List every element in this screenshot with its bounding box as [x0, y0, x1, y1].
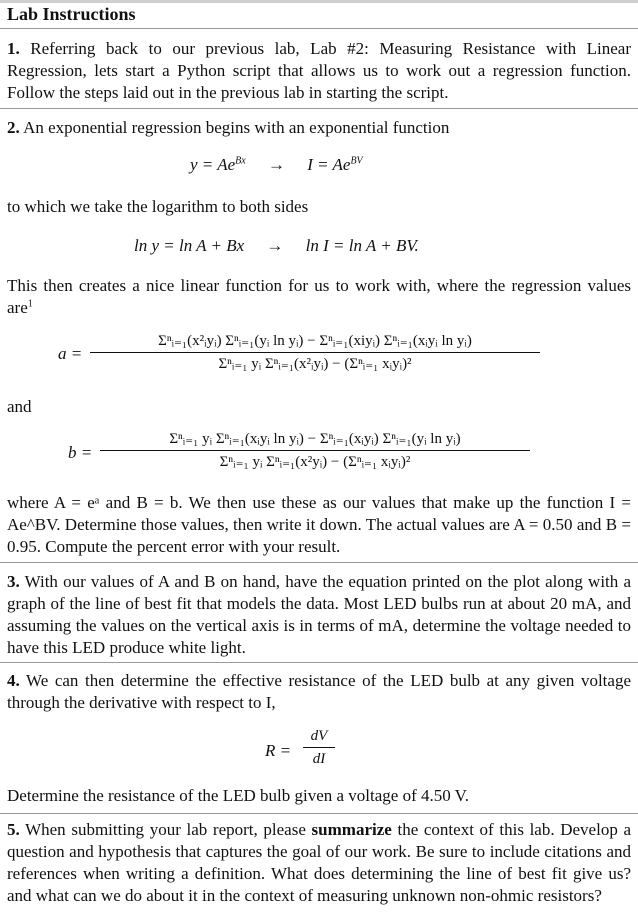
step-1-number: 1. [7, 39, 20, 58]
where-paragraph: where A = eᵃ and B = b. We then use these as our values that make up the function I = Ae^BV. Determine those values, then write it down. The actual values are A = 0.50 and B = 0.95. Compute the percent error with your result. [7, 493, 631, 556]
step-4-after: Determine the resistance of the LED bulb given a voltage of 4.50 V. [7, 786, 470, 805]
a-fraction [90, 331, 540, 374]
eq2-arrow: → [266, 236, 284, 255]
eq2-left: ln y = ln A + Bx [134, 236, 245, 255]
r-denominator: dI [312, 751, 326, 767]
linear-sentence [7, 275, 631, 319]
step-3-text: With our values of A and B on hand, have the equation printed on the plot along with a graph of the line of best fit that models the data. Most LED bulbs run at about 20 mA, and assuming the values on the vertical axis is in terms of mA, determine the voltage needed to have this LED produce white light. [7, 572, 631, 657]
step-3-number: 3. [7, 572, 20, 591]
a-lhs: a = [58, 344, 83, 363]
step-2-intro-text: An exponential regression begins with an exponential function [23, 118, 450, 137]
eq1-arrow: → [267, 155, 285, 174]
top-border [0, 0, 638, 3]
step-5 [7, 819, 631, 907]
b-denominator: Σⁿᵢ₌₁ yᵢ Σⁿᵢ₌₁(x²yᵢ) − (Σⁿᵢ₌₁ xᵢyᵢ)² [219, 454, 411, 470]
eq2-right: ln I = ln A + BV. [305, 236, 419, 255]
log-sentence: to which we take the logarithm to both sides [7, 197, 309, 216]
a-numerator: Σⁿᵢ₌₁(x²ᵢyᵢ) Σⁿᵢ₌₁(yᵢ ln yᵢ) − Σⁿᵢ₌₁(xiyᵢ) Σⁿᵢ₌₁(xᵢyᵢ ln yᵢ) [158, 333, 472, 349]
step-5-text-before: When submitting your lab report, please [25, 820, 306, 839]
r-lhs: R = [265, 741, 292, 760]
title-divider [0, 28, 638, 29]
step-divider-1 [0, 108, 638, 109]
eq1-right-exponent: BV [350, 155, 363, 167]
b-numerator: Σⁿᵢ₌₁ yᵢ Σⁿᵢ₌₁(xᵢyᵢ ln yᵢ) − Σⁿᵢ₌₁(xᵢyᵢ) Σⁿᵢ₌₁(yᵢ ln yᵢ) [169, 431, 461, 447]
r-fraction [303, 726, 335, 769]
b-lhs: b = [68, 443, 93, 462]
linear-sentence-text: This then creates a nice linear function for us to work with, where the regression values are [7, 276, 631, 317]
step-4 [7, 670, 631, 714]
step-divider-2 [0, 562, 638, 563]
eq1-left: y = Ae [190, 155, 236, 174]
r-fraction-bar [303, 747, 335, 748]
step-4-number: 4. [7, 671, 20, 690]
step-5-text-after: the context of this lab. Develop a question and hypothesis that captures the goal of our work. Be sure to include citations and references when writing a definition. What does determining the line of best fit give us? and what can we do about it in the context of measuring unknown non-ohmic resistors? [7, 820, 632, 905]
step-5-number: 5. [7, 820, 20, 839]
step-4-text: We can then determine the effective resistance of the LED bulb at any given voltage through the derivative with respect to I, [7, 671, 631, 712]
step-3 [7, 571, 631, 659]
log-equation [134, 235, 419, 257]
step-1 [7, 38, 631, 104]
step-divider-3 [0, 662, 638, 663]
eq1-left-exponent: Bx [235, 155, 246, 167]
section-title: Lab Instructions [7, 4, 136, 24]
and-word: and [7, 397, 32, 416]
step-divider-4 [0, 813, 638, 814]
step-2-intro [7, 117, 631, 139]
b-fraction-bar [100, 450, 530, 451]
footnote-marker: 1 [27, 298, 33, 310]
a-fraction-bar [90, 352, 540, 353]
exponential-equation [190, 154, 363, 176]
eq1-right: I = Ae [307, 155, 351, 174]
step-2-number: 2. [7, 118, 20, 137]
b-fraction [100, 429, 530, 472]
r-numerator: dV [310, 728, 328, 744]
a-denominator: Σⁿᵢ₌₁ yᵢ Σⁿᵢ₌₁(x²ᵢyᵢ) − (Σⁿᵢ₌₁ xᵢyᵢ)² [218, 356, 412, 372]
step-5-keyword: summarize [311, 820, 392, 839]
step-1-text: Referring back to our previous lab, Lab #2: Measuring Resistance with Linear Regression, lets start a Python script that allows us to work out a regression function. Follow the steps laid out in the previous lab in starting the script. [7, 39, 631, 102]
